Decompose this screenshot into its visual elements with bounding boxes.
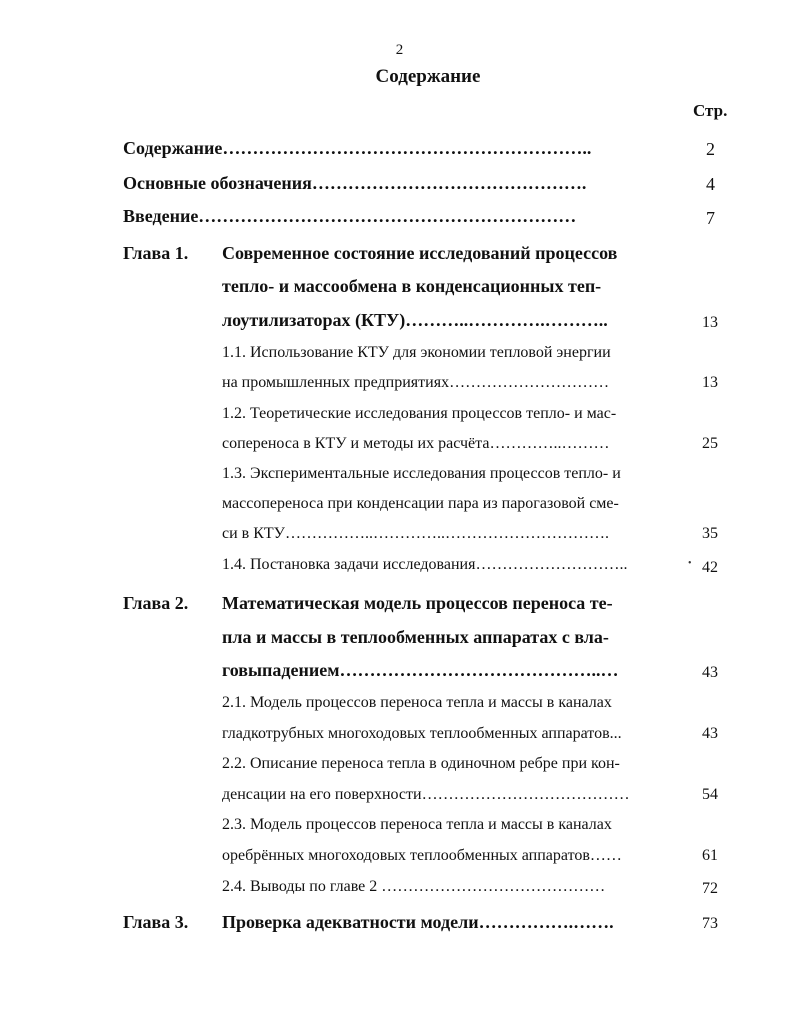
section-1-1-line-2[interactable]: на промышленных предприятиях…………………………	[222, 374, 610, 391]
chapter-1-title-line-3[interactable]: лоутилизаторах (КТУ)………..………….………..	[222, 310, 608, 330]
toc-entry-introduction[interactable]: Введение………………………………………………………	[123, 206, 577, 226]
toc-entry-notation[interactable]: Основные обозначения……………………………………….	[123, 173, 587, 193]
section-1-1-page: 13	[702, 374, 718, 391]
chapter-3-label: Глава 3.	[123, 912, 189, 932]
toc-page-contents: 2	[706, 139, 715, 159]
page-column-label: Стр.	[693, 101, 728, 120]
chapter-2-title-line-2[interactable]: пла и массы в теплообменных аппаратах с вла-	[222, 627, 609, 647]
chapter-2-label: Глава 2.	[123, 593, 189, 613]
section-1-3-line-2[interactable]: массопереноса при конденсации пара из парогазовой сме-	[222, 495, 619, 512]
section-2-1-line-1[interactable]: 2.1. Модель процессов переноса тепла и массы в каналах	[222, 694, 612, 711]
chapter-3-title-line-1[interactable]: Проверка адекватности модели…………….…….	[222, 912, 614, 932]
scan-speck: •	[688, 558, 692, 569]
chapter-2-title-line-1[interactable]: Математическая модель процессов переноса те-	[222, 593, 613, 613]
section-2-2-line-1[interactable]: 2.2. Описание переноса тепла в одиночном ребре при кон-	[222, 755, 620, 772]
toc-page-introduction: 7	[706, 208, 715, 228]
section-2-1-line-2[interactable]: гладкотрубных многоходовых теплообменных аппаратов...	[222, 725, 622, 742]
chapter-2-page: 43	[702, 664, 718, 681]
chapter-1-title-line-2[interactable]: тепло- и массообмена в конденсационных теп-	[222, 276, 602, 296]
section-1-3-line-1[interactable]: 1.3. Экспериментальные исследования процессов тепло- и	[222, 465, 621, 482]
section-2-3-line-2[interactable]: оребрённых многоходовых теплообменных аппаратов……	[222, 847, 622, 864]
section-2-1-page: 43	[702, 725, 718, 742]
chapter-1-title-line-1[interactable]: Современное состояние исследований процессов	[222, 243, 618, 263]
section-1-2-line-2[interactable]: сопереноса в КТУ и методы их расчёта…………..………	[222, 435, 610, 452]
chapter-3-page: 73	[702, 915, 718, 932]
section-2-4-page: 72	[702, 880, 718, 897]
section-2-4-line-1[interactable]: 2.4. Выводы по главе 2 ……………………………………	[222, 878, 606, 895]
section-1-4-page: 42	[702, 559, 718, 576]
section-1-4-line-1[interactable]: 1.4. Постановка задачи исследования………………………..	[222, 556, 628, 573]
section-2-2-page: 54	[702, 786, 718, 803]
page-title: Содержание	[375, 66, 481, 87]
section-1-2-line-1[interactable]: 1.2. Теоретические исследования процессов тепло- и мас-	[222, 405, 617, 422]
section-1-1-line-1[interactable]: 1.1. Использование КТУ для экономии тепловой энергии	[222, 344, 611, 361]
section-1-3-page: 35	[702, 525, 718, 542]
section-2-3-page: 61	[702, 847, 718, 864]
chapter-1-page: 13	[702, 314, 718, 331]
section-2-2-line-2[interactable]: денсации на его поверхности…………………………………	[222, 786, 630, 803]
section-1-3-line-3[interactable]: си в КТУ……………..…………..………………………….	[222, 525, 609, 542]
chapter-2-title-line-3[interactable]: говыпадением……………………………………..…	[222, 660, 619, 680]
section-1-2-page: 25	[702, 435, 718, 452]
toc-entry-contents[interactable]: Содержание……………………………………………………..	[123, 138, 592, 158]
page-number: 2	[395, 42, 404, 58]
section-2-3-line-1[interactable]: 2.3. Модель процессов переноса тепла и массы в каналах	[222, 816, 612, 833]
chapter-1-label: Глава 1.	[123, 243, 189, 263]
toc-page-notation: 4	[706, 174, 715, 194]
